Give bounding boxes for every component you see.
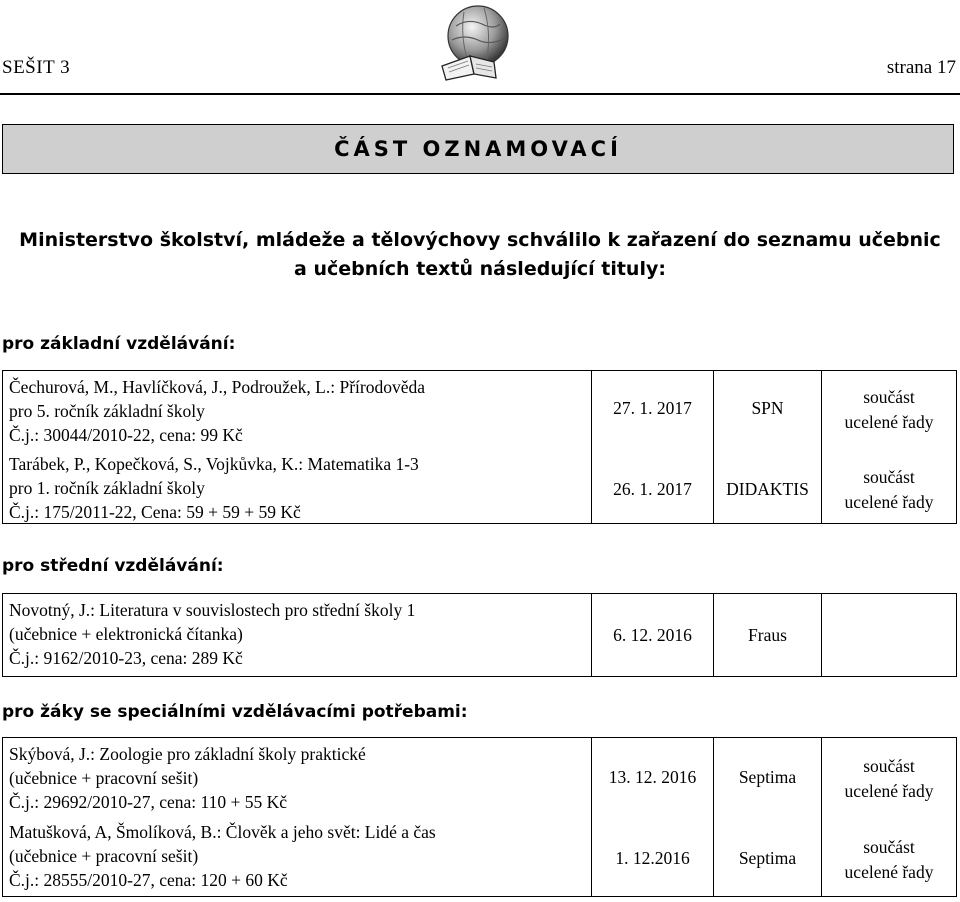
- entry-note: [822, 594, 956, 676]
- entry-publisher: DIDAKTIS: [726, 479, 809, 499]
- section-heading-basic: pro základní vzdělávání:: [2, 334, 236, 354]
- entry-line: Č.j.: 30044/2010-22, cena: 99 Kč: [9, 425, 243, 445]
- entry-line: pro 5. ročník základní školy: [9, 401, 205, 421]
- entry-note-cell: [822, 738, 957, 897]
- entry-line: Č.j.: 28555/2010-27, cena: 120 + 60 Kč: [9, 870, 288, 890]
- table-row: [3, 371, 957, 524]
- entry-date: 13. 12. 2016: [608, 767, 697, 787]
- note-line: ucelené řady: [844, 862, 934, 882]
- entry-line: Č.j.: 175/2011-22, Cena: 59 + 59 + 59 Kč: [9, 502, 301, 522]
- section-banner: ČÁST OZNAMOVACÍ: [2, 124, 954, 174]
- entry-publisher-cell: [714, 738, 822, 897]
- entry-date: 26. 1. 2017: [613, 479, 692, 499]
- announcement: [0, 226, 960, 284]
- announcement-line-2: a učebních textů následující tituly:: [294, 258, 666, 280]
- entry-line: pro 1. ročník základní školy: [9, 478, 205, 498]
- entry-line: Tarábek, P., Kopečková, S., Vojkůvka, K.: Matematika 1-3: [9, 454, 419, 474]
- entry-note-cell: [822, 594, 957, 677]
- entry-title-cell: [3, 594, 592, 677]
- note-line: součást: [863, 387, 915, 407]
- entry-line: Skýbová, J.: Zoologie pro základní školy praktické: [9, 744, 366, 764]
- entry-note: [822, 835, 956, 885]
- entry-publisher: Septima: [738, 848, 797, 868]
- table-row: [3, 738, 957, 897]
- entry-note: [822, 385, 956, 435]
- globe-with-open-book-icon: [434, 0, 516, 82]
- entry-publisher: Fraus: [748, 624, 787, 645]
- entry-line: Novotný, J.: Literatura v souvislostech pro střední školy 1: [9, 600, 416, 620]
- entry-date-cell: [592, 371, 714, 524]
- entry-note-cell: [822, 371, 957, 524]
- header-divider: [0, 93, 960, 95]
- entry-date: 6. 12. 2016: [613, 624, 692, 645]
- entry-publisher: SPN: [751, 398, 784, 418]
- entry-line: Č.j.: 29692/2010-27, cena: 110 + 55 Kč: [9, 792, 288, 812]
- entry-line: (učebnice + pracovní sešit): [9, 768, 199, 788]
- note-line: součást: [863, 756, 915, 776]
- entries-table-basic: [2, 370, 957, 524]
- entry-line: (učebnice + elektronická čítanka): [9, 624, 243, 644]
- entries-table-special-needs: [2, 737, 957, 897]
- page-number: strana 17: [886, 57, 956, 78]
- table-row: [3, 594, 957, 677]
- entry-publisher: Septima: [738, 767, 797, 787]
- note-line: součást: [863, 467, 915, 487]
- note-line: ucelené řady: [844, 412, 934, 432]
- entry-line: Č.j.: 9162/2010-23, cena: 289 Kč: [9, 648, 243, 668]
- issue-label: SEŠIT 3: [2, 57, 71, 78]
- entry-line: Čechurová, M., Havlíčková, J., Podroužek, L.: Přírodověda: [9, 377, 426, 397]
- note-line: ucelené řady: [844, 781, 934, 801]
- entry-title-cell: [3, 371, 592, 524]
- note-line: součást: [863, 837, 915, 857]
- entry-line: Matušková, A, Šmolíková, B.: Člověk a jeho svět: Lidé a čas: [9, 822, 436, 842]
- entry-date: 1. 12.2016: [615, 848, 690, 868]
- entry-title-cell: [3, 738, 592, 897]
- entry-line: (učebnice + pracovní sešit): [9, 846, 199, 866]
- entry-publisher-cell: [714, 594, 822, 677]
- note-line: ucelené řady: [844, 492, 934, 512]
- entry-date-cell: [592, 594, 714, 677]
- section-heading-special-needs: pro žáky se speciálními vzdělávacími potřebami:: [2, 702, 468, 722]
- section-heading-secondary: pro střední vzdělávání:: [2, 556, 224, 576]
- entry-date-cell: [592, 738, 714, 897]
- entries-table-secondary: [2, 593, 957, 677]
- entry-note: [822, 465, 956, 515]
- entry-date: 27. 1. 2017: [613, 398, 692, 418]
- entry-note: [822, 754, 956, 804]
- entry-publisher-cell: [714, 371, 822, 524]
- announcement-line-1: Ministerstvo školství, mládeže a tělovýchovy schválilo k zařazení do seznamu učebnic: [19, 229, 941, 251]
